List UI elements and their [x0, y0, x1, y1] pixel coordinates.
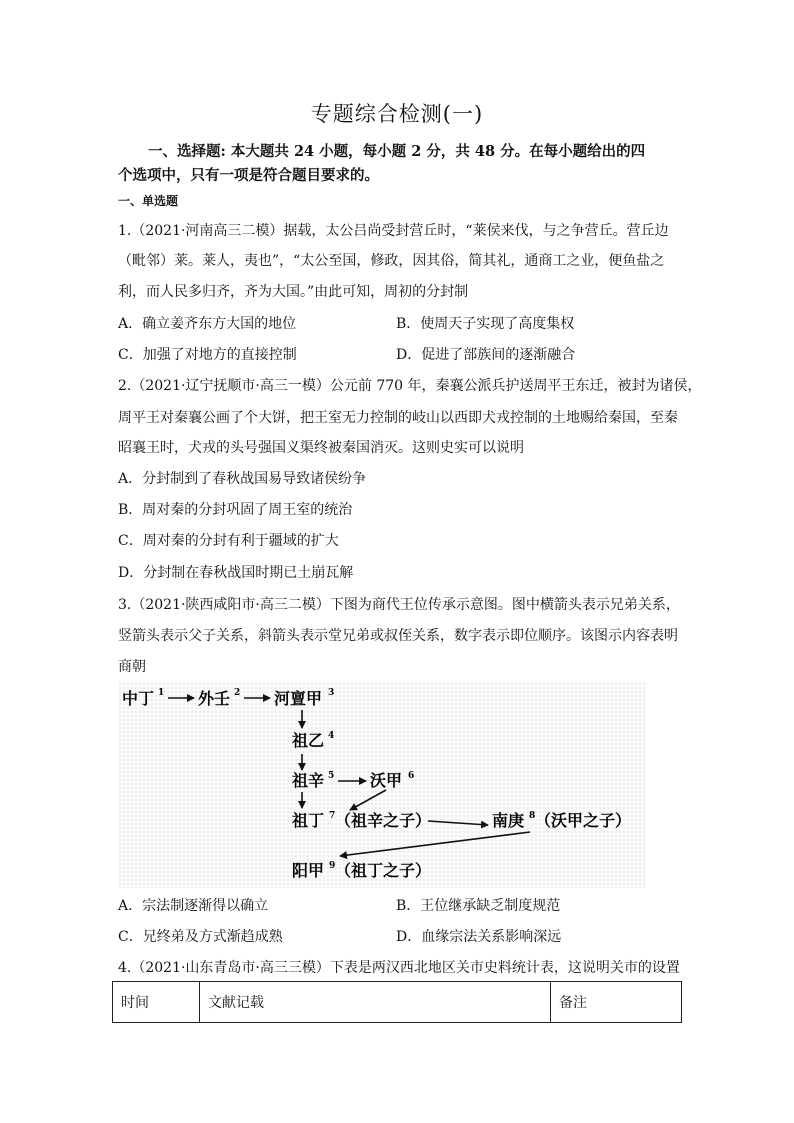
- q1-option-a[interactable]: A．确立姜齐东方大国的地位: [118, 316, 297, 332]
- q1-option-d[interactable]: D．促进了部族间的逐渐融合: [396, 347, 576, 363]
- q3-option-b[interactable]: B．王位继承缺乏制度规范: [396, 898, 561, 914]
- king-note: （沃甲之子）: [535, 811, 632, 830]
- q1-line-3: 利，而人民多归齐，齐为大国。”由此可知，周初的分封制: [118, 284, 469, 300]
- instructions-line-1: 一、选择题: 本大题共 24 小题，每小题 2 分，共 48 分。在每小题给出的四: [148, 143, 646, 160]
- king-name: 祖辛: [292, 771, 325, 790]
- king-order: 6: [408, 771, 415, 781]
- king-name: 祖丁: [292, 811, 325, 830]
- q4-table: [112, 981, 682, 1023]
- q3-line-1: 3.（2021·陕西咸阳市·高三二模）下图为商代王位传承示意图。图中横箭头表示兄弟关系，: [118, 597, 680, 613]
- king-name: 南庚: [492, 811, 525, 830]
- king-order: 8: [529, 811, 536, 821]
- king-order: 7: [329, 811, 336, 821]
- king-order: 5: [328, 771, 335, 781]
- king-note: （祖丁之子）: [335, 861, 432, 880]
- q1-line-2: （毗邻）莱。莱人，夷也”，“太公至国，修政，因其俗，简其礼，通商工之业，便鱼盐之: [118, 253, 665, 269]
- q2-option-a[interactable]: A．分封制到了春秋战国易导致诸侯纷争: [118, 471, 367, 487]
- q1-line-1: 1.（2021·河南高三二模）据载，太公吕尚受封营丘时，“莱侯来伐，与之争营丘。营丘边: [118, 223, 669, 239]
- q3-option-d[interactable]: D．血缘宗法关系影响深远: [396, 929, 562, 945]
- table-header-row: [113, 982, 682, 1023]
- q2-option-d[interactable]: D．分封制在春秋战国时期已土崩瓦解: [118, 565, 354, 581]
- q3-option-a[interactable]: A．宗法制逐渐得以确立: [118, 898, 269, 914]
- instructions-line-2: 个选项中，只有一项是符合题目要求的。: [118, 167, 379, 184]
- table-header-cell: 时间: [113, 982, 200, 1023]
- king-name: 沃甲: [370, 771, 403, 790]
- section-heading: 一、单选题: [118, 194, 179, 208]
- king-order: 1: [158, 688, 165, 698]
- q2-option-c[interactable]: C．周对秦的分封有利于疆域的扩大: [118, 533, 339, 549]
- succession-diagram: [118, 682, 646, 888]
- q4-line-1: 4.（2021·山东青岛市·高三三模）下表是两汉西北地区关市史料统计表，这说明关市的设置: [118, 960, 680, 976]
- succession-diagram-svg: [118, 682, 646, 888]
- q3-line-3: 商朝: [118, 659, 146, 675]
- q3-line-2: 竖箭头表示父子关系，斜箭头表示堂兄弟或叔侄关系，数字表示即位顺序。该图示内容表明: [118, 628, 678, 644]
- cousin-arrow: [350, 790, 386, 810]
- cousin-arrow: [428, 821, 488, 825]
- page-title: 专题综合检测(一): [310, 102, 484, 126]
- king-order: 2: [234, 688, 241, 698]
- q2-line-1: 2.（2021·辽宁抚顺市·高三一模）公元前 770 年，秦襄公派兵护送周平王东迁，被封为诸侯，: [118, 378, 702, 394]
- king-note: （祖辛之子）: [335, 811, 432, 830]
- table-header-cell: 备注: [551, 982, 682, 1023]
- king-order: 3: [328, 688, 335, 698]
- king-name: 祖乙: [292, 731, 325, 750]
- king-name: 中丁: [122, 689, 155, 708]
- q1-option-c[interactable]: C．加强了对地方的直接控制: [118, 347, 297, 363]
- q2-line-2: 周平王对秦襄公画了个大饼，把王室无力控制的岐山以西即犬戎控制的土地赐给秦国，至秦: [118, 410, 678, 426]
- q3-option-c[interactable]: C．兄终弟及方式渐趋成熟: [118, 929, 283, 945]
- cousin-arrow: [340, 832, 530, 856]
- king-order: 9: [329, 861, 336, 871]
- king-name: 阳甲: [292, 861, 325, 880]
- q2-option-b[interactable]: B．周对秦的分封巩固了周王室的统治: [118, 502, 353, 518]
- q1-option-b[interactable]: B．使周天子实现了高度集权: [396, 316, 575, 332]
- table-header-cell: 文献记载: [200, 982, 551, 1023]
- king-order: 4: [328, 731, 335, 741]
- king-name: 河亶甲: [274, 689, 323, 708]
- q2-line-3: 昭襄王时，犬戎的头号强国义渠终被秦国消灭。这则史实可以说明: [118, 440, 524, 456]
- king-name: 外壬: [198, 689, 231, 708]
